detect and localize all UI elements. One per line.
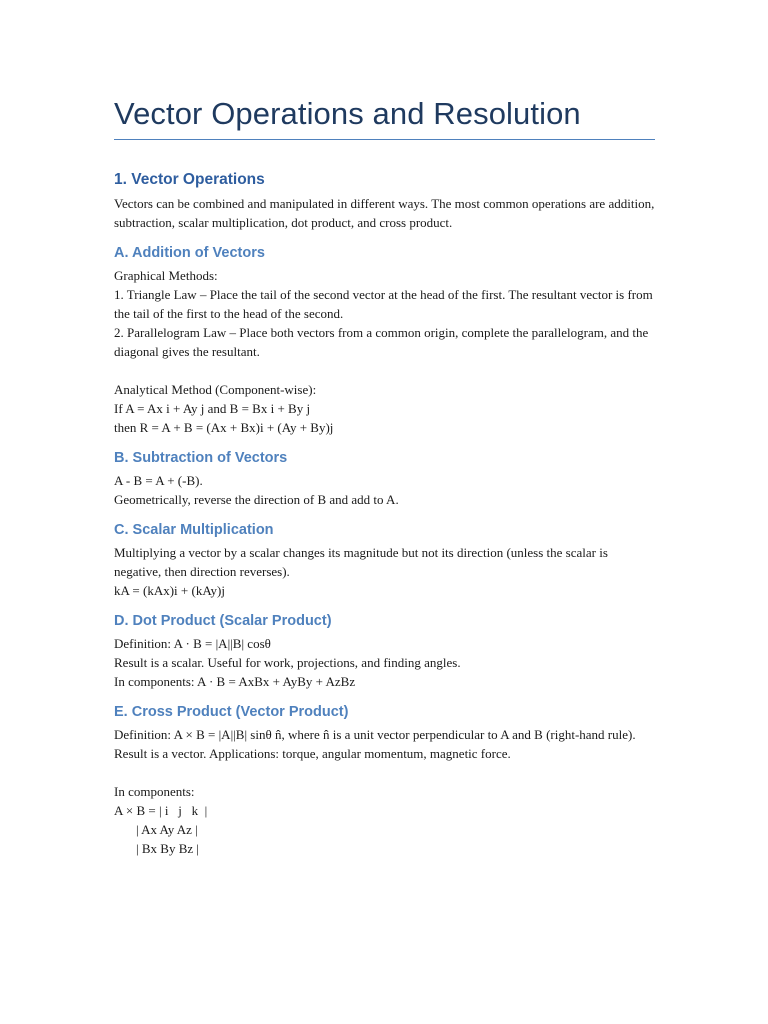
cross-matrix-row-3: | Bx By Bz |: [136, 841, 199, 856]
analytical-formula-1: If A = Ax i + Ay j and B = Bx i + By j: [114, 401, 311, 416]
blank-line: [114, 361, 655, 380]
cross-body: [114, 725, 655, 858]
cross-matrix-row-1: A × B = | i j k |: [114, 803, 208, 818]
subtraction-body: [114, 471, 655, 509]
blank-line: [114, 763, 655, 782]
subheading-addition: A. Addition of Vectors: [114, 245, 265, 261]
cross-components-label: In components:: [114, 784, 195, 799]
cross-result: Result is a vector. Applications: torque, angular momentum, magnetic force.: [114, 746, 511, 761]
subheading-cross-product: E. Cross Product (Vector Product): [114, 704, 349, 720]
analytical-formula-2: then R = A + B = (Ax + Bx)i + (Ay + By)j: [114, 420, 334, 435]
subheading-dot-product: D. Dot Product (Scalar Product): [114, 613, 332, 629]
section-intro: Vectors can be combined and manipulated in different ways. The most common operations are addition, subtraction, scalar multiplication, dot product, and cross product.: [114, 196, 658, 230]
subtraction-formula: A - B = A + (-B).: [114, 473, 203, 488]
cross-matrix-row-2: | Ax Ay Az |: [136, 822, 198, 837]
subtraction-geometric: Geometrically, reverse the direction of B and add to A.: [114, 492, 399, 507]
section-heading-vector-operations: 1. Vector Operations: [114, 171, 265, 188]
graphical-methods-label: Graphical Methods:: [114, 268, 218, 283]
scalar-body: [114, 543, 655, 600]
triangle-law: 1. Triangle Law – Place the tail of the second vector at the head of the first. The resultant vector is from the tail of the first to the head of the second.: [114, 287, 656, 321]
parallelogram-law: 2. Parallelogram Law – Place both vectors from a common origin, complete the parallelogram, and the diagonal gives the resultant.: [114, 325, 652, 359]
addition-body: [114, 266, 655, 437]
analytical-method-label: Analytical Method (Component-wise):: [114, 382, 317, 397]
document-page: [114, 92, 658, 858]
dot-components: In components: A · B = AxBx + AyBy + AzBz: [114, 674, 356, 689]
dot-definition: Definition: A · B = |A||B| cosθ: [114, 636, 271, 651]
dot-result: Result is a scalar. Useful for work, projections, and finding angles.: [114, 655, 461, 670]
document-title: Vector Operations and Resolution: [114, 96, 581, 131]
title-underline: [114, 139, 655, 140]
scalar-description: Multiplying a vector by a scalar changes its magnitude but not its direction (unless the scalar is negative, then direction reverses).: [114, 545, 612, 579]
scalar-formula: kA = (kAx)i + (kAy)j: [114, 583, 225, 598]
subheading-subtraction: B. Subtraction of Vectors: [114, 450, 288, 466]
cross-definition: Definition: A × B = |A||B| sinθ n̂, where n̂ is a unit vector perpendicular to A and B (right-hand rule).: [114, 727, 636, 742]
subheading-scalar-multiplication: C. Scalar Multiplication: [114, 522, 274, 538]
dot-body: [114, 634, 655, 691]
